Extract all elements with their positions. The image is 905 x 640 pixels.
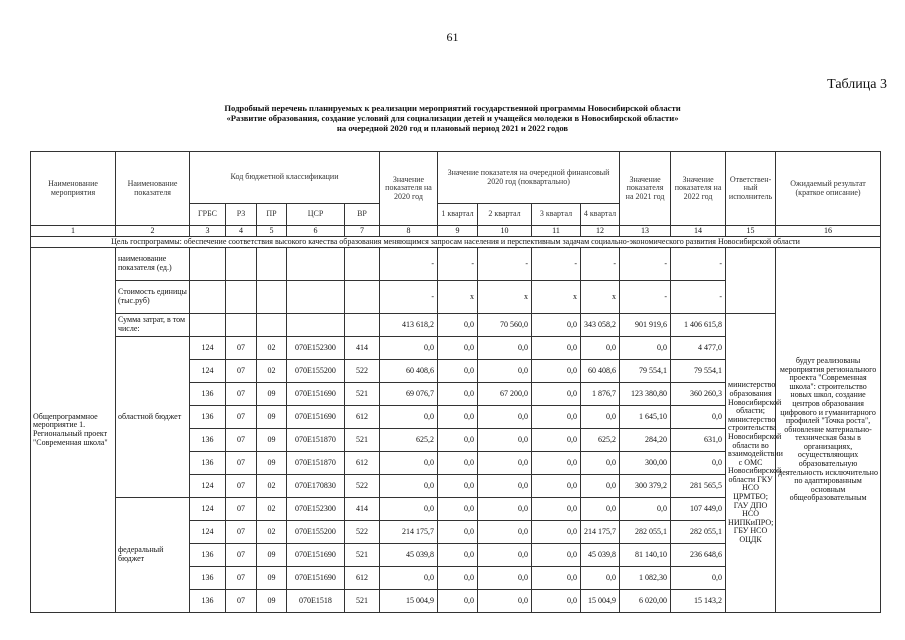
rz-code: 07 [226, 337, 257, 360]
csr-code: 070E151690 [287, 567, 345, 590]
value-v2022: 282 055,1 [671, 521, 726, 544]
vr-code: 612 [345, 406, 380, 429]
value-q2: 0,0 [478, 360, 532, 383]
value-v2022: 107 449,0 [671, 498, 726, 521]
value-v2020: 0,0 [380, 498, 438, 521]
pr-code: 09 [257, 590, 287, 613]
value-v2020: 0,0 [380, 337, 438, 360]
header-value-2022: Значение показателя на 2022 год [671, 152, 726, 226]
rz-code: 07 [226, 498, 257, 521]
value-v2021: 0,0 [620, 337, 671, 360]
value-q1: 0,0 [438, 567, 478, 590]
header-measure: Наименование мероприятия [31, 152, 116, 226]
pr-code: 02 [257, 360, 287, 383]
value-v2022: 79 554,1 [671, 360, 726, 383]
grbs-code: 136 [190, 406, 226, 429]
value-q4: 0,0 [581, 452, 620, 475]
rz-code: 07 [226, 406, 257, 429]
empty-code-cell [287, 314, 345, 337]
value-v2020: 413 618,2 [380, 314, 438, 337]
rz-code: 07 [226, 360, 257, 383]
rz-code: 07 [226, 544, 257, 567]
empty-code-cell [257, 281, 287, 314]
value-v2021: 1 082,30 [620, 567, 671, 590]
value-v2021: - [620, 281, 671, 314]
grbs-code: 124 [190, 475, 226, 498]
value-q4: 343 058,2 [581, 314, 620, 337]
value-q2: 0,0 [478, 544, 532, 567]
empty-code-cell [190, 248, 226, 281]
value-q3: х [532, 281, 581, 314]
column-number: 4 [226, 226, 257, 237]
header-expected: Ожидаемый результат (краткое описание) [776, 152, 881, 226]
vr-code: 522 [345, 475, 380, 498]
value-q1: 0,0 [438, 360, 478, 383]
value-q3: 0,0 [532, 521, 581, 544]
column-number: 2 [116, 226, 190, 237]
column-number: 12 [581, 226, 620, 237]
grbs-code: 124 [190, 498, 226, 521]
empty-code-cell [226, 314, 257, 337]
value-v2020: 0,0 [380, 567, 438, 590]
rz-code: 07 [226, 590, 257, 613]
empty-code-cell [345, 248, 380, 281]
value-q3: 0,0 [532, 383, 581, 406]
csr-code: 070E1518 [287, 590, 345, 613]
value-v2020: 45 039,8 [380, 544, 438, 567]
rz-code: 07 [226, 567, 257, 590]
grbs-code: 124 [190, 360, 226, 383]
value-q3: 0,0 [532, 452, 581, 475]
value-v2020: - [380, 281, 438, 314]
value-q1: 0,0 [438, 452, 478, 475]
value-v2021: 300,00 [620, 452, 671, 475]
value-v2021: 901 919,6 [620, 314, 671, 337]
value-q1: 0,0 [438, 337, 478, 360]
pr-code: 09 [257, 452, 287, 475]
column-number: 3 [190, 226, 226, 237]
value-v2020: - [380, 248, 438, 281]
value-q4: 1 876,7 [581, 383, 620, 406]
value-v2021: 0,0 [620, 498, 671, 521]
value-q1: 0,0 [438, 544, 478, 567]
value-q1: 0,0 [438, 383, 478, 406]
indicator-label: Сумма затрат, в том числе: [116, 314, 190, 337]
value-v2021: 81 140,10 [620, 544, 671, 567]
pr-code: 09 [257, 383, 287, 406]
column-number: 1 [31, 226, 116, 237]
value-q2: 0,0 [478, 337, 532, 360]
value-v2020: 69 076,7 [380, 383, 438, 406]
vr-code: 522 [345, 521, 380, 544]
empty-code-cell [287, 248, 345, 281]
value-v2021: 123 380,80 [620, 383, 671, 406]
value-q3: 0,0 [532, 590, 581, 613]
header-value-2021: Значение показателя на 2021 год [620, 152, 671, 226]
header-value-2020: Значение показателя на 2020 год [380, 152, 438, 226]
value-q2: 0,0 [478, 406, 532, 429]
vr-code: 612 [345, 452, 380, 475]
value-q3: 0,0 [532, 498, 581, 521]
value-q1: 0,0 [438, 314, 478, 337]
csr-code: 070E151690 [287, 383, 345, 406]
expected-result: будут реализованы мероприятия регионального проекта "Современная школа": строительство новых школ, создание центров образования цифрового и гуманитарного профилей "Точка роста", обновление материально-техническая базы в организациях, осуществляющих образовательную деятельность исключительно по адаптированным основным общеобразовательным [776, 248, 881, 613]
column-number: 15 [726, 226, 776, 237]
value-v2022: 0,0 [671, 406, 726, 429]
value-q2: 0,0 [478, 567, 532, 590]
vr-code: 414 [345, 498, 380, 521]
value-q1: 0,0 [438, 521, 478, 544]
value-q3: 0,0 [532, 544, 581, 567]
value-v2020: 0,0 [380, 452, 438, 475]
value-v2020: 15 004,9 [380, 590, 438, 613]
value-v2022: 236 648,6 [671, 544, 726, 567]
value-v2022: 15 143,2 [671, 590, 726, 613]
value-q4: 0,0 [581, 406, 620, 429]
value-q2: 0,0 [478, 498, 532, 521]
header-indicator: Наименование показателя [116, 152, 190, 226]
grbs-code: 136 [190, 544, 226, 567]
value-q3: 0,0 [532, 337, 581, 360]
rz-code: 07 [226, 475, 257, 498]
vr-code: 612 [345, 567, 380, 590]
header-vr: ВР [345, 204, 380, 226]
heading-line: «Развитие образования, создание условий для социализации детей и учащейся молодежи в Новосибирской области» [226, 113, 679, 123]
heading-line: на очередной 2020 год и плановый период 2021 и 2022 годов [336, 123, 569, 133]
column-number: 14 [671, 226, 726, 237]
value-q3: 0,0 [532, 567, 581, 590]
empty-code-cell [226, 281, 257, 314]
value-v2021: 284,20 [620, 429, 671, 452]
indicator-label: наименование показателя (ед.) [116, 248, 190, 281]
header-rz: РЗ [226, 204, 257, 226]
value-q2: 0,0 [478, 521, 532, 544]
value-v2020: 0,0 [380, 475, 438, 498]
value-q4: 214 175,7 [581, 521, 620, 544]
value-v2020: 625,2 [380, 429, 438, 452]
column-number: 16 [776, 226, 881, 237]
pr-code: 02 [257, 498, 287, 521]
value-q3: 0,0 [532, 360, 581, 383]
value-q4: 0,0 [581, 337, 620, 360]
rz-code: 07 [226, 521, 257, 544]
value-q4: 0,0 [581, 567, 620, 590]
value-q1: х [438, 281, 478, 314]
value-v2020: 60 408,6 [380, 360, 438, 383]
heading-line: Подробный перечень планируемых к реализации мероприятий государственной программы Новосибирской области [224, 103, 681, 113]
value-q1: 0,0 [438, 590, 478, 613]
pr-code: 09 [257, 406, 287, 429]
header-q4: 4 квартал [581, 204, 620, 226]
grbs-code: 136 [190, 590, 226, 613]
vr-code: 522 [345, 360, 380, 383]
grbs-code: 124 [190, 337, 226, 360]
value-v2022: 0,0 [671, 567, 726, 590]
value-v2021: 282 055,1 [620, 521, 671, 544]
value-q2: 67 200,0 [478, 383, 532, 406]
indicator-row [31, 314, 881, 337]
empty-code-cell [190, 314, 226, 337]
header-budget-code: Код бюджетной классификации [190, 152, 380, 204]
csr-code: 070E151870 [287, 429, 345, 452]
value-q3: 0,0 [532, 475, 581, 498]
vr-code: 521 [345, 544, 380, 567]
value-q4: 45 039,8 [581, 544, 620, 567]
header-quarterly: Значение показателя на очередной финансовый 2020 год (поквартально) [438, 152, 620, 204]
page-number: 61 [446, 30, 459, 44]
grbs-code: 136 [190, 452, 226, 475]
csr-code: 070E170830 [287, 475, 345, 498]
header-row [31, 152, 881, 204]
column-number: 13 [620, 226, 671, 237]
empty-code-cell [190, 281, 226, 314]
column-number: 8 [380, 226, 438, 237]
value-q1: 0,0 [438, 475, 478, 498]
grbs-code: 136 [190, 567, 226, 590]
header-grbs: ГРБС [190, 204, 226, 226]
header-q2: 2 квартал [478, 204, 532, 226]
value-v2021: - [620, 248, 671, 281]
csr-code: 070E155200 [287, 521, 345, 544]
header-responsible: Ответствен-ный исполнитель [726, 152, 776, 226]
value-q3: - [532, 248, 581, 281]
csr-code: 070E152300 [287, 498, 345, 521]
vr-code: 521 [345, 590, 380, 613]
csr-code: 070E151690 [287, 544, 345, 567]
value-q2: х [478, 281, 532, 314]
measures-table [30, 151, 881, 613]
value-v2022: 631,0 [671, 429, 726, 452]
responsible-executor: министерство образования Новосибирской области; министерство строительства Новосибирской области во взаимодействии с ОМС Новосибирской области ГКУ НСО ЦРМТБО; ГАУ ДПО НСО НИПКиПРО; ГБУ НСО ОЦДК [726, 314, 776, 613]
column-number: 11 [532, 226, 581, 237]
empty-code-cell [257, 248, 287, 281]
value-v2022: 1 406 615,8 [671, 314, 726, 337]
value-v2021: 1 645,10 [620, 406, 671, 429]
value-v2022: 0,0 [671, 452, 726, 475]
header-csr: ЦСР [287, 204, 345, 226]
value-q4: 60 408,6 [581, 360, 620, 383]
goal-row [31, 237, 881, 248]
regional-budget-label: областной бюджет [116, 337, 190, 498]
column-number: 5 [257, 226, 287, 237]
document-heading [0, 103, 905, 133]
empty-code-cell [345, 281, 380, 314]
value-q2: 0,0 [478, 475, 532, 498]
value-v2022: 360 260,3 [671, 383, 726, 406]
pr-code: 09 [257, 567, 287, 590]
value-q4: - [581, 248, 620, 281]
value-q2: 0,0 [478, 452, 532, 475]
value-q4: х [581, 281, 620, 314]
pr-code: 09 [257, 544, 287, 567]
value-q4: 0,0 [581, 475, 620, 498]
grbs-code: 136 [190, 383, 226, 406]
value-v2022: - [671, 281, 726, 314]
empty-code-cell [226, 248, 257, 281]
grbs-code: 136 [190, 429, 226, 452]
value-q4: 625,2 [581, 429, 620, 452]
value-q2: 0,0 [478, 429, 532, 452]
column-number-row [31, 226, 881, 237]
column-number: 9 [438, 226, 478, 237]
pr-code: 02 [257, 521, 287, 544]
goal-text: Цель госпрограммы: обеспечение соответствия высокого качества образования меняющимся запросам населения и перспективным задачам социально-экономического развития Новосибирской области [31, 237, 881, 248]
vr-code: 414 [345, 337, 380, 360]
header-q1: 1 квартал [438, 204, 478, 226]
pr-code: 09 [257, 429, 287, 452]
measure-name: Общепрограммное мероприятие 1. Региональный проект "Современная школа" [31, 248, 116, 613]
csr-code: 070E151690 [287, 406, 345, 429]
value-q1: - [438, 248, 478, 281]
value-v2020: 0,0 [380, 406, 438, 429]
value-v2022: 281 565,5 [671, 475, 726, 498]
column-number: 6 [287, 226, 345, 237]
value-v2022: 4 477,0 [671, 337, 726, 360]
federal-budget-label: федеральный бюджет [116, 498, 190, 613]
vr-code: 521 [345, 383, 380, 406]
empty-code-cell [345, 314, 380, 337]
csr-code: 070E152300 [287, 337, 345, 360]
header-pr: ПР [257, 204, 287, 226]
value-v2021: 6 020,00 [620, 590, 671, 613]
rz-code: 07 [226, 452, 257, 475]
value-q4: 15 004,9 [581, 590, 620, 613]
value-q1: 0,0 [438, 429, 478, 452]
responsible-executor [726, 248, 776, 314]
table-body [31, 237, 881, 613]
rz-code: 07 [226, 429, 257, 452]
pr-code: 02 [257, 475, 287, 498]
value-q4: 0,0 [581, 498, 620, 521]
grbs-code: 124 [190, 521, 226, 544]
value-q2: 70 560,0 [478, 314, 532, 337]
value-v2021: 300 379,2 [620, 475, 671, 498]
value-q2: 0,0 [478, 590, 532, 613]
value-q3: 0,0 [532, 429, 581, 452]
value-q1: 0,0 [438, 406, 478, 429]
pr-code: 02 [257, 337, 287, 360]
value-q3: 0,0 [532, 406, 581, 429]
header-q3: 3 квартал [532, 204, 581, 226]
csr-code: 070E155200 [287, 360, 345, 383]
table-label: Таблица 3 [827, 77, 887, 92]
column-number: 7 [345, 226, 380, 237]
csr-code: 070E151870 [287, 452, 345, 475]
value-q2: - [478, 248, 532, 281]
empty-code-cell [257, 314, 287, 337]
column-number: 10 [478, 226, 532, 237]
value-v2020: 214 175,7 [380, 521, 438, 544]
value-v2021: 79 554,1 [620, 360, 671, 383]
empty-code-cell [287, 281, 345, 314]
value-v2022: - [671, 248, 726, 281]
vr-code: 521 [345, 429, 380, 452]
indicator-row [31, 248, 881, 281]
indicator-label: Стоимость единицы (тыс.руб) [116, 281, 190, 314]
value-q1: 0,0 [438, 498, 478, 521]
value-q3: 0,0 [532, 314, 581, 337]
rz-code: 07 [226, 383, 257, 406]
